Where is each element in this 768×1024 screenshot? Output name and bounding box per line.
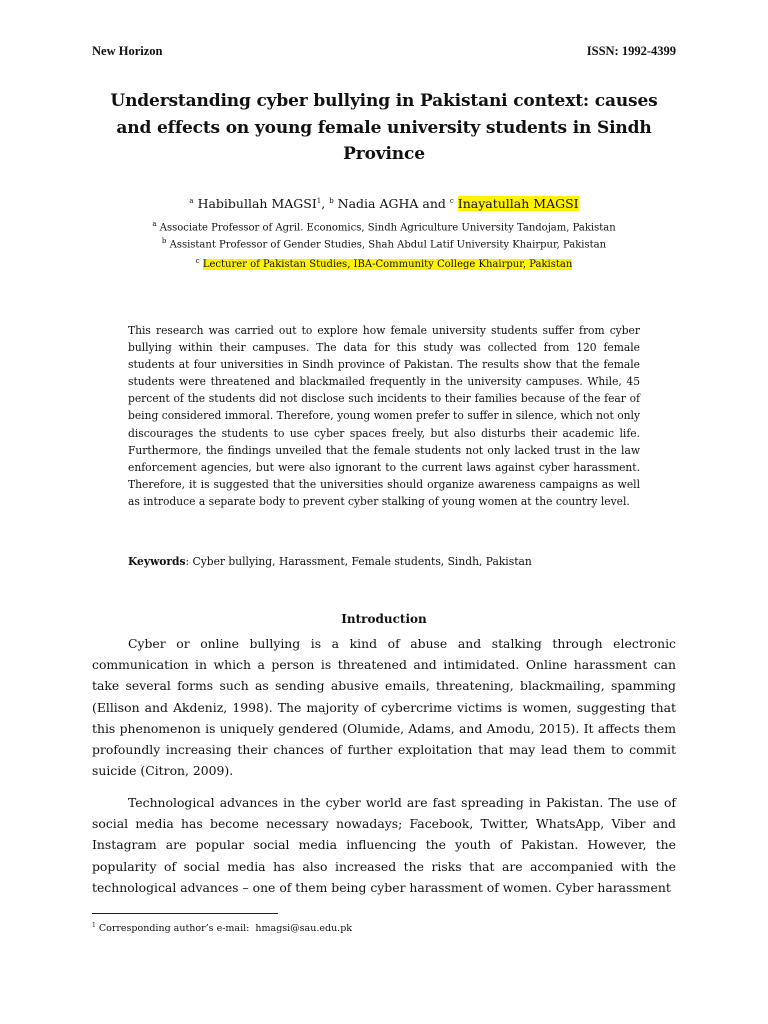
author-3-name-highlighted: Inayatullah MAGSI	[457, 196, 579, 211]
author-separator: ,	[321, 196, 330, 211]
author-1-affil-mark: a	[189, 196, 194, 205]
footnote-divider	[92, 913, 278, 914]
footnote-text: Corresponding author’s e-mail: hmagsi@sau.edu.pk	[98, 923, 353, 935]
footnote	[92, 922, 676, 934]
journal-name: New Horizon	[92, 44, 163, 58]
affiliation-a-text: Associate Professor of Agril. Economics, Sindh Agriculture University Tandojam, Pakistan	[159, 222, 616, 234]
affiliation-b-text: Assistant Professor of Gender Studies, Shah Abdul Latif University Khairpur, Pakistan	[169, 239, 607, 251]
running-header	[92, 44, 676, 60]
section-heading-introduction: Introduction	[341, 612, 427, 626]
author-separator: and	[418, 196, 450, 211]
keywords-line	[128, 555, 640, 568]
abstract-body: This research was carried out to explore how female university students suffer from cyber bullying within their campuses. The data for this study was collected from 120 female students at four universities in Sindh province of Pakistan. The results show that the female students were threatened and blackmailed frequently in the university campuses. While, 45 percent of the students did not disclose such incidents to their families because of the fear of being considered immoral. Therefore, young women prefer to suffer in silence, which not only discourages the students to use cyber spaces freely, but also disturbs their academic life. Furthermore, the findings unveiled that the female students not only lacked trust in the law enforcement agencies, but were also ignorant to the current laws against cyber harassment. Therefore, it is suggested that the universities should organize awareness campaigns as well as introduce a separate body to prevent cyber stalking of young women at the country level.	[128, 324, 640, 508]
author-list	[95, 196, 673, 211]
footnote-mark: 1	[92, 922, 96, 929]
affiliation-b-mark: b	[161, 237, 167, 245]
author-1-name: Habibullah MAGSI	[197, 196, 317, 211]
keywords-label: Keywords	[128, 555, 186, 568]
author-3-affil-mark: c	[449, 196, 454, 205]
issn: ISSN: 1992-4399	[586, 44, 676, 58]
author-2-affil-mark: b	[329, 196, 334, 205]
affiliation-c-mark: c	[195, 257, 200, 265]
intro-paragraph-2: Technological advances in the cyber world are fast spreading in Pakistan. The use of social media has become necessary nowadays; Facebook, Twitter, WhatsApp, Viber and Instagram are popular social media influencing the youth of Pakistan. However, the popularity of social media has also increased the risks that are accompanied with the technological advances – one of them being cyber harassment of women. Cyber harassment	[92, 795, 676, 895]
keywords-separator: :	[185, 555, 193, 568]
affiliation-a-mark: a	[152, 220, 157, 228]
author-2-name: Nadia AGHA	[337, 196, 419, 211]
keywords-list: Cyber bullying, Harassment, Female students, Sindh, Pakistan	[192, 555, 532, 568]
affiliation-c	[95, 257, 673, 270]
affiliation-a	[95, 220, 673, 233]
article-title: Understanding cyber bullying in Pakistani context: causes and effects on young female university students in Sindh Province	[110, 91, 658, 164]
author-1-footnote-mark: 1	[316, 196, 322, 205]
affiliation-b	[95, 237, 673, 250]
affiliation-c-text-highlighted: Lecturer of Pakistan Studies, IBA-Community College Khairpur, Pakistan	[202, 259, 573, 271]
intro-paragraph-1: Cyber or online bullying is a kind of abuse and stalking through electronic communication in which a person is threatened and intimidated. Online harassment can take several forms such as sending abusive emails, threatening, blackmailing, spamming (Ellison and Akdeniz, 1998). The majority of cybercrime victims is women, suggesting that this phenomenon is uniquely gendered (Olumide, Adams, and Amodu, 2015). It affects them profoundly increasing their chances of further exploitation that may lead them to commit suicide (Citron, 2009).	[92, 636, 676, 779]
